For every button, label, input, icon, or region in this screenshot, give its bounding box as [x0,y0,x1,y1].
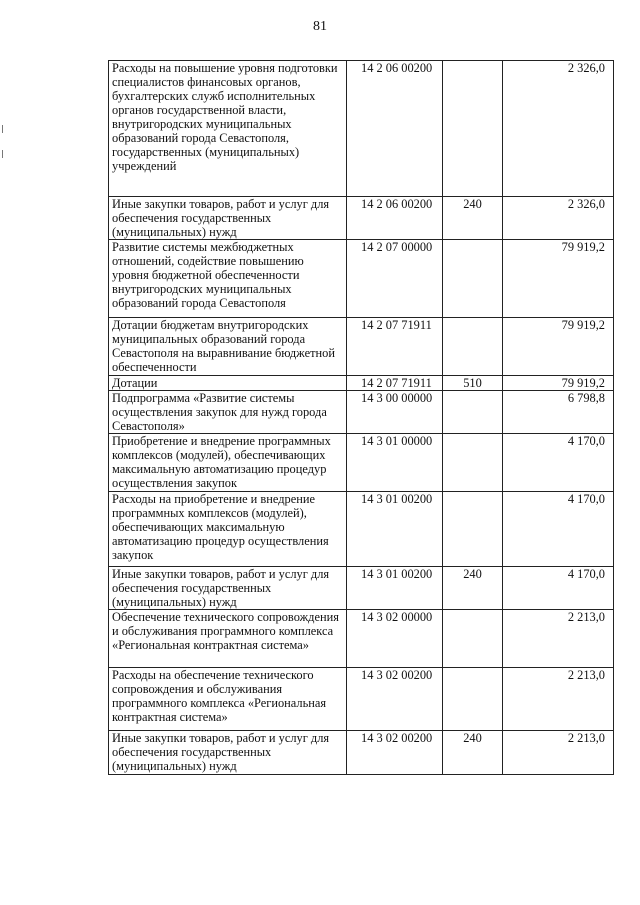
row-code-cell: 14 3 01 00000 [347,434,443,492]
row-sum-cell: 79 919,2 [503,240,614,318]
table-row [109,61,614,197]
row-sum-cell: 6 798,8 [503,391,614,434]
row-sum-cell: 4 170,0 [503,492,614,567]
row-expense-type-cell [443,610,503,668]
table-row [109,668,614,731]
scan-edge-mark [2,125,3,133]
row-code-cell: 14 3 01 00200 [347,492,443,567]
row-code-cell: 14 3 02 00200 [347,668,443,731]
row-code-cell: 14 3 01 00200 [347,567,443,610]
table-row [109,610,614,668]
row-expense-type-cell [443,318,503,376]
row-name-cell: Расходы на приобретение и внедрение программных комплексов (модулей), обеспечивающих максимальную автоматизацию процедур осуществления закупок [109,492,347,567]
table-row [109,376,614,391]
row-expense-type-cell [443,434,503,492]
row-sum-cell: 2 326,0 [503,61,614,197]
row-expense-type-cell: 240 [443,731,503,775]
table-row [109,567,614,610]
row-code-cell: 14 3 00 00000 [347,391,443,434]
row-sum-cell: 2 213,0 [503,610,614,668]
row-sum-cell: 4 170,0 [503,434,614,492]
row-code-cell: 14 2 06 00200 [347,197,443,240]
table-row [109,492,614,567]
row-name-cell: Дотации [109,376,347,391]
table-body [109,61,614,775]
row-name-cell: Обеспечение технического сопровождения и обслуживания программного комплекса «Региональная контрактная система» [109,610,347,668]
row-expense-type-cell [443,391,503,434]
table-row [109,434,614,492]
scan-edge-mark [2,150,3,158]
row-sum-cell: 2 326,0 [503,197,614,240]
row-name-cell: Иные закупки товаров, работ и услуг для обеспечения государственных (муниципальных) нужд [109,567,347,610]
row-sum-cell: 2 213,0 [503,731,614,775]
table-row [109,318,614,376]
row-code-cell: 14 2 06 00200 [347,61,443,197]
row-expense-type-cell [443,61,503,197]
table-row [109,391,614,434]
row-name-cell: Расходы на обеспечение технического сопровождения и обслуживания программного комплекса «Региональная контрактная система» [109,668,347,731]
row-name-cell: Иные закупки товаров, работ и услуг для обеспечения государственных (муниципальных) нужд [109,197,347,240]
row-expense-type-cell: 510 [443,376,503,391]
row-code-cell: 14 3 02 00200 [347,731,443,775]
row-sum-cell: 79 919,2 [503,318,614,376]
row-sum-cell: 79 919,2 [503,376,614,391]
row-sum-cell: 4 170,0 [503,567,614,610]
row-expense-type-cell: 240 [443,567,503,610]
row-name-cell: Расходы на повышение уровня подготовки специалистов финансовых органов, бухгалтерских служб исполнительных органов государственной власти, внутригородских муниципальных образований города Севастополя, государственных (муниципальных) учреждений [109,61,347,197]
row-name-cell: Дотации бюджетам внутригородских муниципальных образований города Севастополя на выравнивание бюджетной обеспеченности [109,318,347,376]
row-expense-type-cell [443,492,503,567]
row-code-cell: 14 2 07 00000 [347,240,443,318]
row-code-cell: 14 2 07 71911 [347,376,443,391]
table-row [109,197,614,240]
row-name-cell: Развитие системы межбюджетных отношений, содействие повышению уровня бюджетной обеспеченности внутригородских муниципальных образований города Севастополя [109,240,347,318]
row-expense-type-cell [443,240,503,318]
row-expense-type-cell [443,668,503,731]
table-row [109,731,614,775]
page-number: 81 [313,19,327,34]
row-name-cell: Иные закупки товаров, работ и услуг для обеспечения государственных (муниципальных) нужд [109,731,347,775]
row-name-cell: Подпрограмма «Развитие системы осуществления закупок для нужд города Севастополя» [109,391,347,434]
budget-table [108,60,614,775]
row-code-cell: 14 2 07 71911 [347,318,443,376]
table-row [109,240,614,318]
row-sum-cell: 2 213,0 [503,668,614,731]
row-code-cell: 14 3 02 00000 [347,610,443,668]
row-expense-type-cell: 240 [443,197,503,240]
row-name-cell: Приобретение и внедрение программных комплексов (модулей), обеспечивающих максимальную автоматизацию процедур осуществления закупок [109,434,347,492]
